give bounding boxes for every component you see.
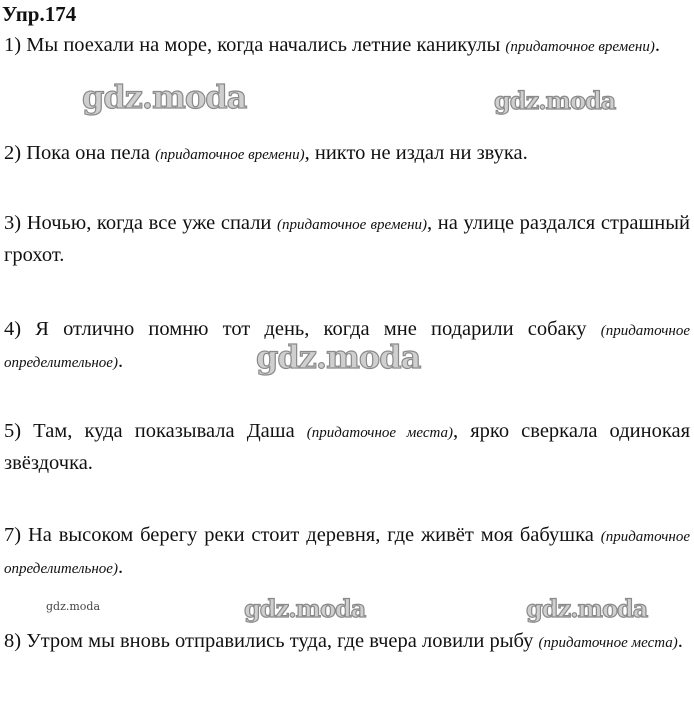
sentence-1 [4, 30, 690, 62]
watermark: gdz.moda [82, 78, 247, 116]
sentence-tail: . [677, 630, 683, 652]
sentence-text: 2) Пока она пела [4, 142, 156, 164]
clause-note: (придаточное места) [306, 425, 453, 441]
clause-note: (придаточное определительное) [4, 323, 690, 371]
watermark: gdz.moda [256, 338, 421, 376]
watermark: gdz.moda [244, 594, 366, 623]
sentence-text: 1) Мы поехали на море, когда начались летние каникулы [4, 34, 506, 56]
clause-note: (придаточное времени) [505, 39, 655, 55]
sentence-tail: . [117, 350, 124, 372]
sentence-tail: , никто не издал ни звука. [304, 142, 528, 164]
sentence-tail: , ярко сверкала одинокая звёздочка. [4, 420, 690, 474]
clause-note: (придаточное времени) [155, 147, 305, 163]
watermark: gdz.moda [46, 600, 101, 613]
clause-note: (придаточное места) [538, 635, 678, 651]
sentence-text: 4) Я отлично помню тот день, когда мне подарили собаку [4, 318, 601, 340]
exercise-title: Упр.174 [2, 2, 77, 26]
sentence-7 [4, 520, 690, 584]
sentence-text: 3) Ночью, когда все уже спали [4, 212, 278, 234]
watermark: gdz.moda [494, 86, 616, 115]
watermark: gdz.moda [526, 594, 648, 623]
sentence-8 [4, 626, 690, 658]
clause-note: (придаточное времени) [277, 217, 428, 233]
sentence-tail: . [654, 34, 660, 56]
sentence-tail: , на улице раздался страшный грохот. [4, 212, 690, 266]
sentence-text: 7) На высоком берегу реки стоит деревня, где живёт моя бабушка [4, 524, 601, 546]
clause-note: (придаточное определительное) [4, 529, 690, 577]
sentence-3 [4, 208, 690, 270]
sentence-text: 8) Утром мы вновь отправились туда, где вчера ловили рыбу [4, 630, 539, 652]
sentence-2 [4, 138, 690, 170]
sentence-5 [4, 416, 690, 478]
sentence-text: 5) Там, куда показывала Даша [4, 420, 307, 442]
sentence-tail: . [117, 556, 124, 578]
